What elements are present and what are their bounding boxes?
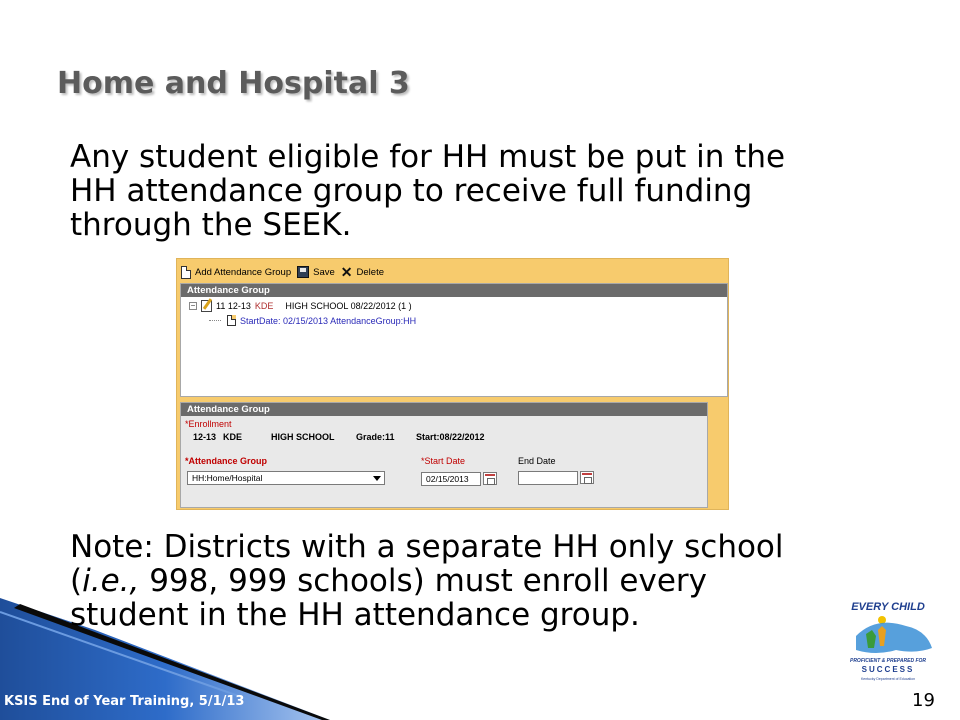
- logo-mid-text: PROFICIENT & PREPARED FOR: [849, 658, 927, 664]
- calendar-icon[interactable]: [483, 472, 497, 485]
- detail-panel-header: Attendance Group: [181, 403, 707, 416]
- end-date-field[interactable]: [518, 471, 578, 485]
- tree-child-label: StartDate: 02/15/2013 AttendanceGroup:HH: [240, 315, 417, 326]
- collapse-icon[interactable]: −: [190, 301, 196, 310]
- paragraph-note: [70, 530, 830, 632]
- tree-connector: [209, 320, 221, 321]
- calendar-icon[interactable]: [580, 471, 594, 484]
- new-document-icon: [181, 266, 191, 279]
- save-label: Save: [313, 266, 335, 278]
- tree-panel-header: Attendance Group: [181, 284, 727, 297]
- paragraph-eligibility: Any student eligible for HH must be put in the HH attendance group to receive full funding through the SEEK.: [70, 139, 786, 243]
- edit-note-icon: [201, 300, 212, 312]
- note-text-post: 998, 999 schools) must enroll every student in the HH attendance group.: [70, 563, 708, 633]
- slide-title: Home and Hospital 3: [57, 66, 410, 101]
- save-icon: [297, 266, 309, 278]
- save-button[interactable]: [297, 266, 335, 278]
- tree-item-district: KDE: [254, 301, 274, 311]
- footer-caption: KSIS End of Year Training, 5/1/13: [4, 694, 245, 709]
- tree-item-school: HIGH SCHOOL 08/22/2012 (1 ): [285, 301, 412, 311]
- enrollment-district: KDE: [223, 432, 243, 442]
- start-date-field[interactable]: 02/15/2013: [421, 472, 481, 486]
- delete-label: Delete: [356, 266, 384, 278]
- delete-button[interactable]: [341, 266, 384, 278]
- attendance-group-tree-panel: [180, 283, 728, 397]
- every-child-logo: [836, 596, 940, 692]
- add-attendance-group-button[interactable]: [181, 266, 291, 279]
- tree-item-attendance-group[interactable]: [209, 315, 416, 326]
- attendance-group-value: HH:Home/Hospital: [192, 473, 263, 483]
- tree-item-enrollment[interactable]: [189, 300, 412, 312]
- chevron-down-icon: [373, 476, 381, 481]
- end-date-label: End Date: [518, 456, 556, 466]
- enrollment-school: HIGH SCHOOL: [271, 432, 335, 442]
- page-number: 19: [912, 690, 935, 711]
- note-text-pre: Note: Districts with a separate HH only school (: [70, 529, 784, 599]
- enrollment-label: *Enrollment: [185, 419, 232, 429]
- attendance-group-screenshot: [176, 258, 729, 510]
- attendance-group-detail-panel: [180, 402, 708, 508]
- tree-item-year: 11 12-13: [216, 301, 251, 311]
- logo-top-text: EVERY CHILD: [851, 601, 925, 613]
- logo-small-text: Kentucky Department of Education: [860, 677, 916, 681]
- enrollment-year: 12-13: [193, 432, 217, 442]
- start-date-label: *Start Date: [421, 456, 466, 466]
- document-icon: [227, 315, 236, 326]
- delete-icon: ✕: [340, 264, 353, 280]
- enrollment-start: Start:08/22/2012: [416, 432, 485, 442]
- logo-bottom-text: SUCCESS: [861, 665, 915, 674]
- note-text-italic: i.e.,: [82, 563, 140, 599]
- attendance-group-label: *Attendance Group: [185, 456, 268, 466]
- toolbar: [181, 263, 384, 281]
- add-attendance-group-label: Add Attendance Group: [195, 266, 292, 278]
- attendance-group-select[interactable]: [187, 471, 385, 485]
- enrollment-grade: Grade:11: [356, 432, 395, 442]
